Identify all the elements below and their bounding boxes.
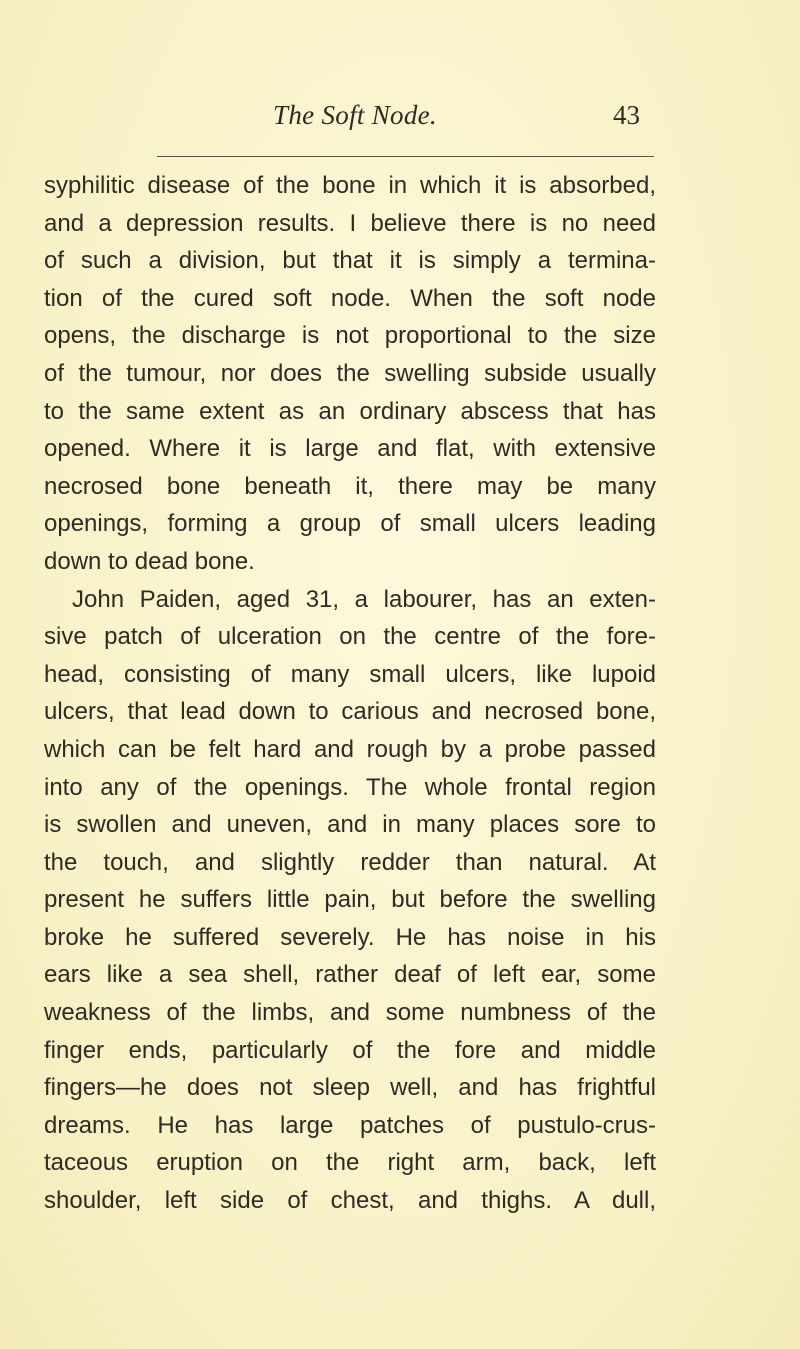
text-line: openings, forming a group of small ulcers leading [44, 510, 656, 538]
text-line: the touch, and slightly redder than natural. At [44, 848, 656, 876]
text-line: finger ends, particularly of the fore and middle [44, 1036, 656, 1064]
text-line: weakness of the limbs, and some numbness of the [44, 999, 656, 1027]
text-line: opens, the discharge is not proportional to the size [44, 322, 656, 350]
text-line: is swollen and uneven, and in many places sore to [44, 811, 656, 839]
text-line: syphilitic disease of the bone in which it is absorbed, [44, 172, 656, 199]
text-line: fingers—he does not sleep well, and has frightful [44, 1074, 656, 1102]
text-line: sive patch of ulceration on the centre of the fore- [44, 623, 656, 651]
header-rule [157, 156, 654, 157]
text-line: tion of the cured soft node. When the soft node [44, 284, 656, 312]
text-line: taceous eruption on the right arm, back, left [44, 1149, 656, 1177]
text-line: to the same extent as an ordinary abscess that has [44, 397, 656, 425]
text-line: dreams. He has large patches of pustulo-crus- [44, 1111, 656, 1139]
text-line: head, consisting of many small ulcers, like lupoid [44, 660, 656, 688]
text-line: ears like a sea shell, rather deaf of left ear, some [44, 961, 656, 989]
text-line: opened. Where it is large and flat, with extensive [44, 435, 656, 463]
text-line: broke he suffered severely. He has noise in his [44, 923, 656, 951]
text-line: which can be felt hard and rough by a probe passed [44, 735, 656, 763]
text-line: of the tumour, nor does the swelling subside usually [44, 359, 656, 387]
running-title: The Soft Node. [273, 100, 437, 130]
page-number: 43 [613, 100, 640, 130]
text-line-indented: John Paiden, aged 31, a labourer, has an exten- [72, 585, 656, 613]
text-line: of such a division, but that it is simply a termina- [44, 247, 656, 275]
text-line: and a depression results. I believe there is no need [44, 209, 656, 237]
body-text [44, 167, 656, 1220]
text-line: present he suffers little pain, but before the swelling [44, 886, 656, 914]
text-line: into any of the openings. The whole frontal region [44, 773, 656, 801]
text-line: down to dead bone. [44, 547, 255, 575]
text-line: ulcers, that lead down to carious and necrosed bone, [44, 698, 656, 726]
text-line: necrosed bone beneath it, there may be many [44, 472, 656, 500]
text-line: shoulder, left side of chest, and thighs. A dull, [44, 1187, 656, 1215]
